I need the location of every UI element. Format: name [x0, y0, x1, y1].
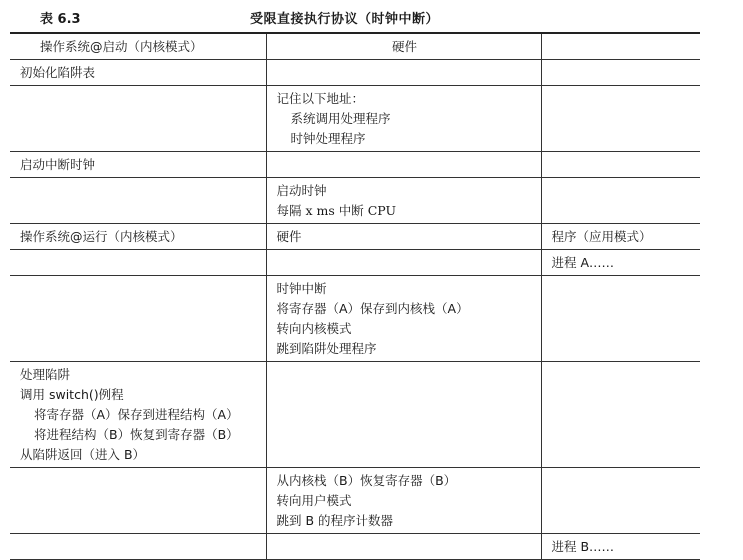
header-hardware: 硬件	[266, 33, 541, 60]
table-row	[10, 86, 700, 152]
row9-prog	[541, 468, 700, 534]
table-row	[10, 60, 700, 86]
table-row	[10, 178, 700, 224]
row10-prog: 进程 B……	[541, 534, 700, 560]
row7-hw: 时钟中断 将寄存器（A）保存到内核栈（A） 转向内核模式 跳到陷阱处理程序	[266, 276, 541, 362]
row5-hw: 硬件	[266, 224, 541, 250]
row6-os	[10, 250, 266, 276]
table-row	[10, 276, 700, 362]
table-row	[10, 534, 700, 560]
table-row	[10, 468, 700, 534]
table-row	[10, 250, 700, 276]
row10-os	[10, 534, 266, 560]
row6-hw	[266, 250, 541, 276]
row5-prog: 程序（应用模式）	[541, 224, 700, 250]
row5-os: 操作系统@运行（内核模式）	[10, 224, 266, 250]
row6-prog: 进程 A……	[541, 250, 700, 276]
row7-os	[10, 276, 266, 362]
row8-hw	[266, 362, 541, 468]
row4-prog	[541, 178, 700, 224]
row9-hw: 从内核栈（B）恢复寄存器（B） 转向用户模式 跳到 B 的程序计数器	[266, 468, 541, 534]
row10-hw	[266, 534, 541, 560]
row3-os: 启动中断时钟	[10, 152, 266, 178]
table-caption	[10, 8, 700, 28]
table-row	[10, 152, 700, 178]
table-row	[10, 362, 700, 468]
table-title: 受限直接执行协议（时钟中断）	[250, 12, 440, 27]
row3-prog	[541, 152, 700, 178]
row2-os	[10, 86, 266, 152]
row2-prog	[541, 86, 700, 152]
row3-hw	[266, 152, 541, 178]
row4-hw: 启动时钟 每隔 x ms 中断 CPU	[266, 178, 541, 224]
table-row	[10, 224, 700, 250]
header-os-boot: 操作系统@启动（内核模式）	[10, 33, 266, 60]
row4-os	[10, 178, 266, 224]
row7-prog	[541, 276, 700, 362]
row1-prog	[541, 60, 700, 86]
table-header-row	[10, 33, 700, 60]
row8-os: 处理陷阱 调用 switch()例程 将寄存器（A）保存到进程结构（A） 将进程结构（B）恢复到寄存器（B） 从陷阱返回（进入 B）	[10, 362, 266, 468]
row1-hw	[266, 60, 541, 86]
row9-os	[10, 468, 266, 534]
table-number: 表 6.3	[40, 12, 81, 27]
row1-os: 初始化陷阱表	[10, 60, 266, 86]
protocol-table	[10, 32, 700, 560]
row8-prog	[541, 362, 700, 468]
row2-hw: 记住以下地址： 系统调用处理程序 时钟处理程序	[266, 86, 541, 152]
header-program	[541, 33, 700, 60]
